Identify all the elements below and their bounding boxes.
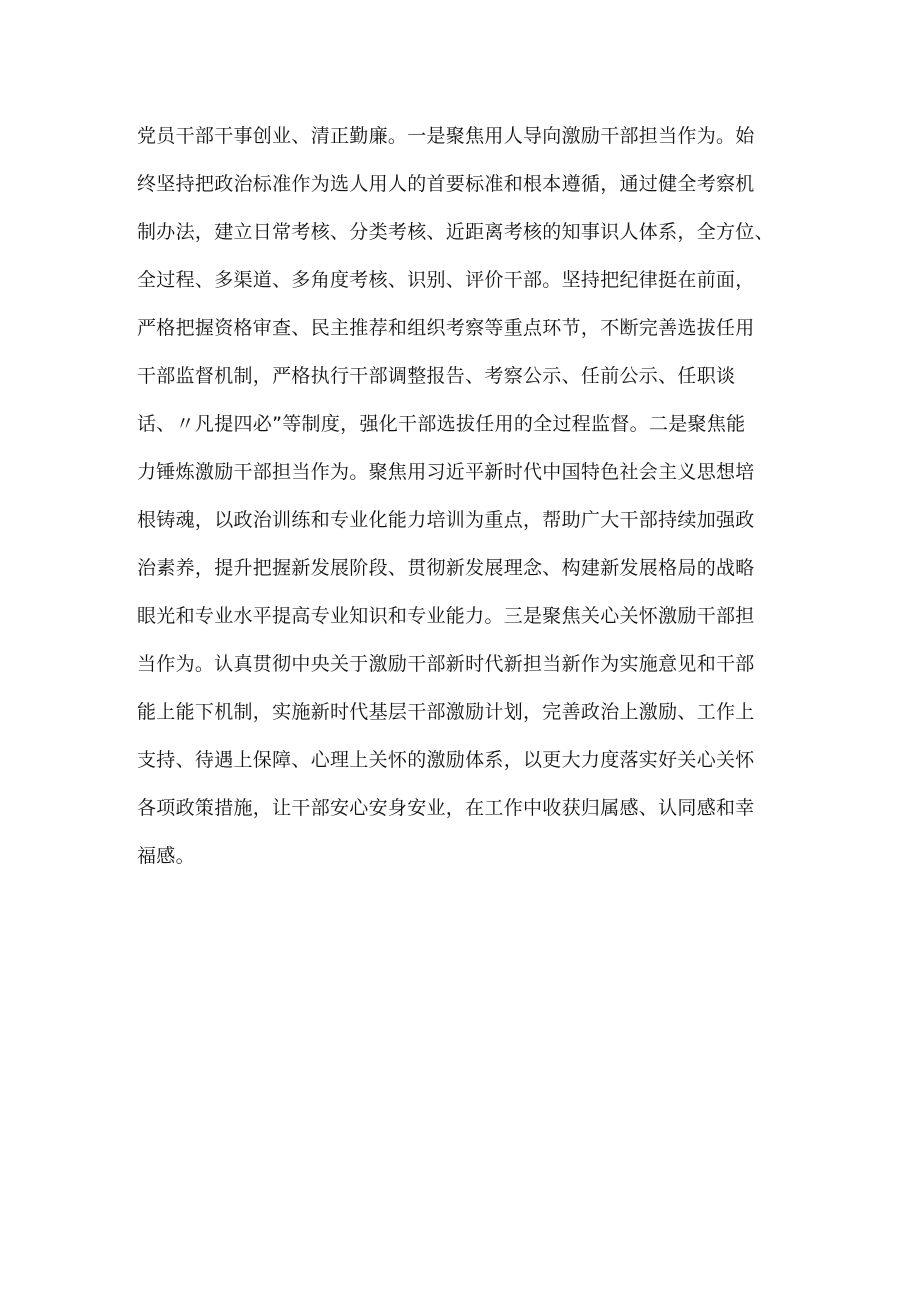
text-line: 终坚持把政治标准作为选人用人的首要标准和根本遵循，通过健全考察机 (137, 173, 755, 195)
text-line: 根铸魂，以政治训练和专业化能力培训为重点，帮助广大干部持续加强政 (137, 509, 755, 531)
text-line: 话、〃凡提四必”等制度，强化干部选拔任用的全过程监督。二是聚焦能 (137, 413, 746, 435)
text-line: 各项政策措施，让干部安心安身安业，在工作中收获归属感、认同感和幸 (137, 797, 755, 819)
text-line: 福感。 (137, 845, 195, 867)
text-line: 治素养，提升把握新发展阶段、贯彻新发展理念、构建新发展格局的战略 (137, 557, 755, 579)
text-line: 党员干部干事创业、清正勤廉。一是聚焦用人导向激励干部担当作为。始 (137, 125, 755, 147)
text-line: 干部监督机制，严格执行干部调整报告、考察公示、任前公示、任职谈 (137, 365, 736, 387)
text-line: 严格把握资格审查、民主推荐和组织考察等重点环节，不断完善选拔任用 (137, 317, 755, 339)
text-line: 当作为。认真贯彻中央关于激励干部新时代新担当新作为实施意见和干部 (137, 653, 755, 675)
body-paragraph (137, 112, 817, 880)
text-line: 眼光和专业水平提高专业知识和专业能力。三是聚焦关心关怀激励干部担 (137, 605, 755, 627)
text-line: 支持、待遇上保障、心理上关怀的激励体系，以更大力度落实好关心关怀 (137, 749, 755, 771)
text-line: 力锤炼激励干部担当作为。聚焦用习近平新时代中国特色社会主义思想培 (137, 461, 755, 483)
text-line: 全过程、多渠道、多角度考核、识别、评价干部。坚持把纪律挺在前面， (137, 269, 755, 291)
text-line: 能上能下机制，实施新时代基层干部激励计划，完善政治上激励、工作上 (137, 701, 755, 723)
text-line: 制办法，建立日常考核、分类考核、近距离考核的知事识人体系，全方位、 (137, 221, 774, 243)
